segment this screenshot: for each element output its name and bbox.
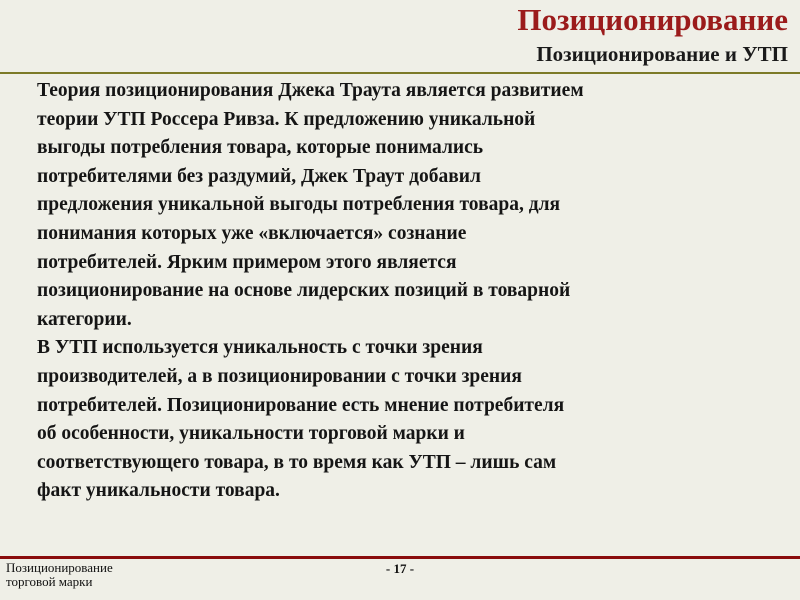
body-paragraph-2: В УТП используется уникальность с точки зрения производителей, а в позиционировании с точки зрения потребителей. Позиционирование есть мнение потребителя об особенности, уникальности торговой марки и соответствующего товара, в то время как УТП – лишь сам факт уникальности товара.: [37, 337, 565, 502]
header-divider: [0, 72, 800, 74]
footer-divider: [0, 556, 800, 559]
slide-body: [37, 77, 756, 506]
page-number: - 17 -: [385, 561, 415, 576]
slide-title: Позиционирование: [517, 2, 788, 37]
slide-subtitle: Позиционирование и УТП: [536, 42, 788, 66]
body-paragraph-1: Теория позиционирования Джека Траута является развитием теории УТП Россера Ривза. К предложению уникальной выгоды потребления товара, которые понимались потребителями без раздумий, Джек Траут добавил предложения уникальной выгоды потребления товара, для понимания которых уже «включается» сознание потребителей. Ярким примером этого является позиционирование на основе лидерских позиций в товарной категории.: [37, 80, 584, 330]
footer-course-title: Позиционирование торговой марки: [6, 560, 113, 589]
